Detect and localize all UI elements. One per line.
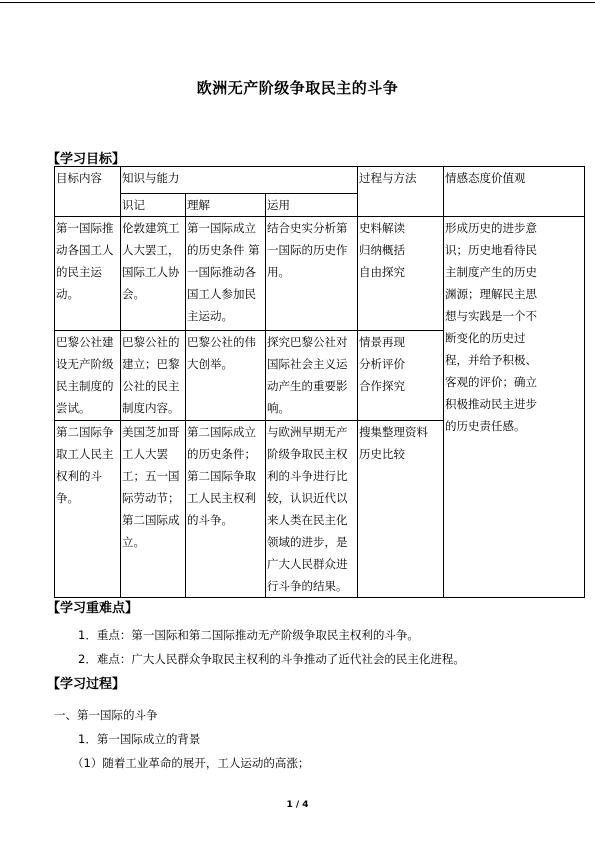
header-apply: 运用	[266, 194, 358, 217]
header-target: 目标内容	[55, 167, 121, 217]
key-points-heading: 【学习重难点】	[47, 601, 139, 616]
goals-table	[54, 166, 585, 598]
cell-emotion: 形成历史的进步意 识；历史地看待民 主制度产生的历史 渊源；理解民主思 想与实践是一个不 断变化的历史过 程，并给予积极、 客观的评价；确立 积极推动民主进步 的历史责任感。	[444, 217, 585, 598]
cell-apply: 结合史实分析第 一国际的历史作 用。	[266, 217, 358, 331]
key-point-item: 2．难点：广大人民群众争取民主权利的斗争推动了近代社会的民主化进程。	[78, 652, 465, 666]
cell-process: 情景再现 分析评价 合作探究	[358, 331, 444, 421]
top-rule	[0, 2, 595, 3]
cell-target: 第一国际推 动各国工人 的民主运 动。	[55, 217, 121, 331]
header-recall: 识记	[121, 194, 186, 217]
cell-process: 史料解读 归纳概括 自由探究	[358, 217, 444, 331]
cell-understand: 第二国际成立 的历史条件； 第二国际争取 工人民主权利 的斗争。	[186, 421, 266, 598]
goals-heading: 【学习目标】	[47, 152, 126, 167]
cell-apply: 与欧洲早期无产 阶级争取民主权 利的斗争进行比 较，认识近代以 来人类在民主化 领域的进步，是 广大人民群众进 行斗争的结果。	[266, 421, 358, 598]
page-number: 1 / 4	[286, 800, 309, 810]
cell-apply: 探究巴黎公社对 国际社会主义运 动产生的重要影 响。	[266, 331, 358, 421]
cell-target: 巴黎公社建 设无产阶级 民主制度的 尝试。	[55, 331, 121, 421]
process-item: 一、第一国际的斗争	[54, 708, 158, 722]
cell-understand: 第一国际成立 的历史条件 第 一国际推动各 国工人参加民 主运动。	[186, 217, 266, 331]
cell-target: 第二国际争 取工人民主 权利的斗 争。	[55, 421, 121, 598]
table-header-row	[55, 167, 585, 194]
key-point-item: 1．重点：第一国际和第二国际推动无产阶级争取民主权利的斗争。	[78, 628, 419, 642]
header-process: 过程与方法	[358, 167, 444, 217]
cell-understand: 巴黎公社的伟 大创举。	[186, 331, 266, 421]
process-heading: 【学习过程】	[47, 677, 126, 692]
process-item: 1．第一国际成立的背景	[78, 732, 201, 746]
cell-process: 搜集整理资料 历史比较	[358, 421, 444, 598]
cell-recall: 伦敦建筑工 人大罢工， 国际工人协 会。	[121, 217, 186, 331]
page-title: 欧洲无产阶级争取民主的斗争	[196, 79, 399, 97]
header-understand: 理解	[186, 194, 266, 217]
cell-recall: 巴黎公社的 建立；巴黎 公社的民主 制度内容。	[121, 331, 186, 421]
header-knowledge: 知识与能力	[121, 167, 358, 194]
process-item: （1）随着工业革命的展开，工人运动的高涨；	[72, 756, 310, 770]
table-row	[55, 217, 585, 331]
cell-recall: 美国芝加哥 工人大罢 工；五一国 际劳动节； 第二国际成 立。	[121, 421, 186, 598]
header-emotion: 情感态度价值观	[444, 167, 585, 217]
